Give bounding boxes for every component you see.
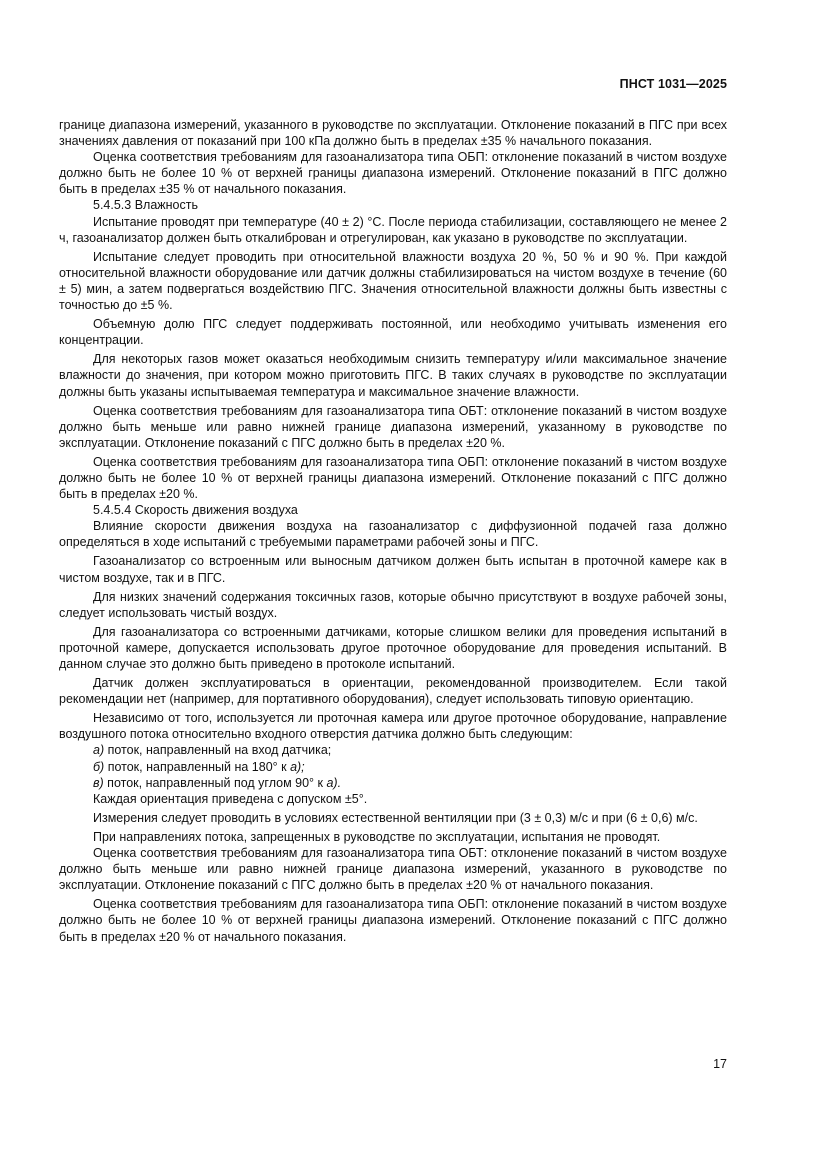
paragraph: границе диапазона измерений, указанного в руководстве по эксплуатации. Отклонение показаний в ПГС при всех значениях давления от показаний при 100 кПа должно быть в пределах ±35 % начального показания. — [59, 118, 727, 149]
list-item — [59, 775, 727, 791]
document-code: ПНСТ 1031—2025 — [619, 77, 727, 91]
list-item-reference: а). — [326, 775, 342, 790]
paragraph: Каждая ориентация приведена с допуском ±5°. — [93, 791, 368, 806]
paragraph: Испытание проводят при температуре (40 ± 2) °С. После периода стабилизации, составляющего не менее 2 ч, газоанализатор должен быть откалиброван и отрегулирован, как указано в руководстве по эксплуатации. — [59, 214, 727, 245]
paragraph: Для газоанализатора со встроенными датчиками, которые слишком велики для проведения испытаний в проточной камере, допускается использовать другое проточное оборудование для проведения испытаний. В данном случае это должно быть приведено в протоколе испытаний. — [59, 624, 727, 671]
section-heading-air-velocity: 5.4.5.4 Скорость движения воздуха — [93, 503, 298, 518]
list-item-text: поток, направленный под углом 90° к — [107, 775, 327, 790]
list-marker: в) — [93, 775, 104, 790]
section-heading-humidity: 5.4.5.3 Влажность — [93, 198, 198, 213]
list-item — [59, 742, 727, 758]
paragraph: При направлениях потока, запрещенных в руководстве по эксплуатации, испытания не проводят. — [93, 829, 661, 844]
paragraph: Оценка соответствия требованиям для газоанализатора типа ОБТ: отклонение показаний в чистом воздухе должно быть меньше или равно нижней границе диапазона измерений, указанного в руководстве по эксплуатации. Отклонение показаний с ПГС должно быть в пределах ±20 % от начального показания. — [59, 846, 727, 893]
paragraph: Измерения следует проводить в условиях естественной вентиляции при (3 ± 0,3) м/с и при (6 ± 0,6) м/с. — [93, 810, 698, 825]
paragraph: Испытание следует проводить при относительной влажности воздуха 20 %, 50 % и 90 %. При каждой относительной влажности оборудование или датчик должны стабилизироваться на чистом воздухе в течение (60 ± 5) мин, а затем подвергаться воздействию ПГС. Значения относительной влажности должны быть известны с точностью до ±5 %. — [59, 249, 727, 313]
paragraph: Для некоторых газов может оказаться необходимым снизить температуру и/или максимальное значение влажности до значения, при котором можно приготовить ПГС. В таких случаях в руководстве по эксплуатации должны быть указаны испытываемая температура и максимальное значение влажности. — [59, 352, 727, 399]
paragraph: Оценка соответствия требованиям для газоанализатора типа ОБП: отклонение показаний в чистом воздухе должно быть не более 10 % от верхней границы диапазона измерений. Отклонение показаний в ПГС должно быть в пределах ±35 % от начального показания. — [59, 150, 727, 197]
paragraph: Датчик должен эксплуатироваться в ориентации, рекомендованной производителем. Если такой рекомендации нет (например, для портативного оборудования), следует использовать типовую ориентацию. — [59, 676, 727, 707]
paragraph: Оценка соответствия требованиям для газоанализатора типа ОБП: отклонение показаний в чистом воздухе должно быть не более 10 % от верхней границы диапазона измерений. Отклонение показаний с ПГС должно быть в пределах ±20 % от начального показания. — [59, 897, 727, 944]
list-marker: б) — [93, 759, 105, 774]
list-marker: а) — [93, 743, 105, 758]
list-item-reference: а); — [290, 759, 305, 774]
paragraph: Объемную долю ПГС следует поддерживать постоянной, или необходимо учитывать изменения его концентрации. — [59, 317, 727, 348]
page-number: 17 — [713, 1057, 727, 1071]
paragraph: Для низких значений содержания токсичных газов, которые обычно присутствуют в воздухе рабочей зоны, следует использовать чистый воздух. — [59, 589, 727, 620]
list-item — [59, 759, 727, 775]
list-item-text: поток, направленный на 180° к — [107, 759, 291, 774]
paragraph: Газоанализатор со встроенным или выносным датчиком должен быть испытан в проточной камере как в чистом воздухе, так и в ПГС. — [59, 554, 727, 585]
page-body — [59, 117, 727, 945]
list-item-text: поток, направленный на вход датчика; — [107, 743, 332, 758]
paragraph: Независимо от того, используется ли проточная камера или другое проточное оборудование, направление воздушного потока относительно входного отверстия датчика должно быть следующим: — [59, 711, 727, 742]
paragraph: Оценка соответствия требованиям для газоанализатора типа ОБТ: отклонение показаний в чистом воздухе должно быть меньше или равно нижней границе диапазона измерений, указанному в руководстве по эксплуатации. Отклонение показаний с ПГС должно быть в пределах ±20 %. — [59, 403, 727, 450]
paragraph: Оценка соответствия требованиям для газоанализатора типа ОБП: отклонение показаний в чистом воздухе должно быть не более 10 % от верхней границы диапазона измерений. Отклонение показаний с ПГС должно быть в пределах ±20 %. — [59, 454, 727, 502]
paragraph: Влияние скорости движения воздуха на газоанализатор с диффузионной подачей газа должно определяться в ходе испытаний с требуемыми параметрами рабочей зоны и ПГС. — [59, 519, 727, 550]
